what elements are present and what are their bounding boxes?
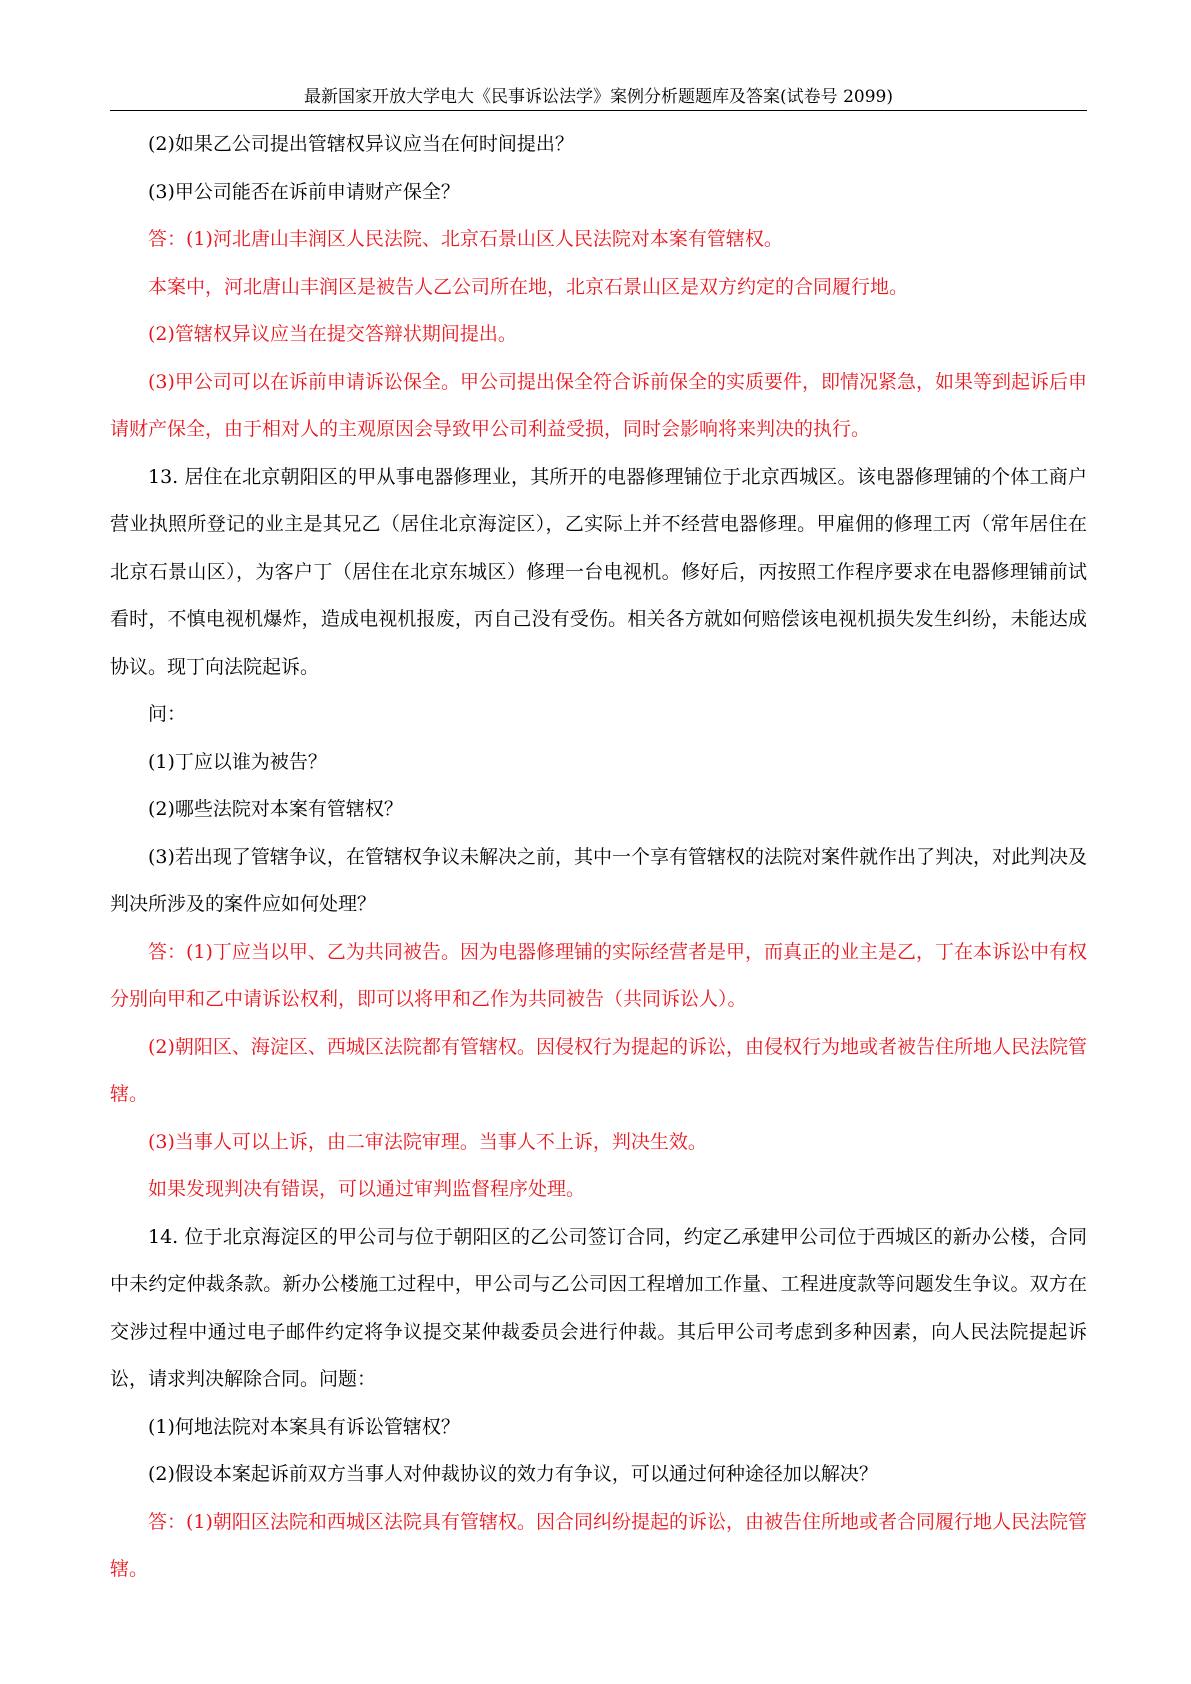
answer-paragraph: 本案中，河北唐山丰润区是被告人乙公司所在地，北京石景山区是双方约定的合同履行地。 [148, 275, 909, 298]
answer-paragraph: (2)朝阳区、海淀区、西城区法院都有管辖权。因侵权行为提起的诉讼，由侵权行为地或者被告住所地人民法院管辖。 [110, 1035, 1087, 1105]
paragraph: (1)丁应以谁为被告？ [148, 750, 327, 773]
paragraph: (3)若出现了管辖争议，在管辖权争议未解决之前，其中一个享有管辖权的法院对案件就作出了判决，对此判决及判决所涉及的案件应如何处理？ [110, 845, 1087, 915]
header-divider [110, 110, 1087, 111]
question-paragraph: 14. 位于北京海淀区的甲公司与位于朝阳区的乙公司签订合同，约定乙承建甲公司位于西城区的新办公楼，合同中未约定仲裁条款。新办公楼施工过程中，甲公司与乙公司因工程增加工作量、工程进度款等问题发生争议。双方在交涉过程中通过电子邮件约定将争议提交某仲裁委员会进行仲裁。其后甲公司考虑到多种因素，向人民法院提起诉讼，请求判决解除合同。问题： [110, 1225, 1087, 1390]
answer-paragraph: 如果发现判决有错误，可以通过审判监督程序处理。 [148, 1178, 586, 1200]
answer-paragraph: (3)当事人可以上诉，由二审法院审理。当事人不上诉，判决生效。 [148, 1130, 707, 1153]
paragraph: (2)如果乙公司提出管辖权异议应当在何时间提出？ [148, 133, 574, 155]
page-header: 最新国家开放大学电大《民事诉讼法学》案例分析题题库及答案(试卷号 2099) [304, 87, 893, 107]
question-paragraph: 13. 居住在北京朝阳区的甲从事电器修理业，其所开的电器修理铺位于北京西城区。该电器修理铺的个体工商户营业执照所登记的业主是其兄乙（居住北京海淀区），乙实际上并不经营电器修理。甲雇佣的修理工丙（常年居住在北京石景山区），为客户丁（居住在北京东城区）修理一台电视机。修好后，丙按照工作程序要求在电器修理铺前试看时，不慎电视机爆炸，造成电视机报废，丙自己没有受伤。相关各方就如何赔偿该电视机损失发生纠纷，未能达成协议。现丁向法院起诉。 [110, 465, 1087, 678]
answer-paragraph: 答：(1)朝阳区法院和西城区法院具有管辖权。因合同纠纷提起的诉讼，由被告住所地或者合同履行地人民法院管辖。 [110, 1510, 1087, 1580]
paragraph: (2)假设本案起诉前双方当事人对仲裁协议的效力有争议，可以通过何种途径加以解决？ [148, 1463, 878, 1485]
document-body [110, 121, 1087, 1594]
answer-paragraph: 答：(1)丁应当以甲、乙为共同被告。因为电器修理铺的实际经营者是甲，而真正的业主是乙，丁在本诉讼中有权分别向甲和乙中请诉讼权利，即可以将甲和乙作为共同被告（共同诉讼人）。 [110, 940, 1087, 1010]
paragraph: (1)何地法院对本案具有诉讼管辖权？ [148, 1415, 460, 1438]
paragraph: 问： [148, 703, 187, 725]
answer-paragraph: (3)甲公司可以在诉前申请诉讼保全。甲公司提出保全符合诉前保全的实质要件，即情况紧急，如果等到起诉后申请财产保全，由于相对人的主观原因会导致甲公司利益受损，同时会影响将来判决的执行。 [110, 370, 1087, 440]
paragraph: (3)甲公司能否在诉前申请财产保全？ [148, 180, 460, 203]
answer-paragraph: 答：(1)河北唐山丰润区人民法院、北京石景山区人民法院对本案有管辖权。 [148, 228, 783, 250]
paragraph: (2)哪些法院对本案有管辖权？ [148, 798, 403, 820]
answer-paragraph: (2)管辖权异议应当在提交答辩状期间提出。 [148, 323, 517, 345]
